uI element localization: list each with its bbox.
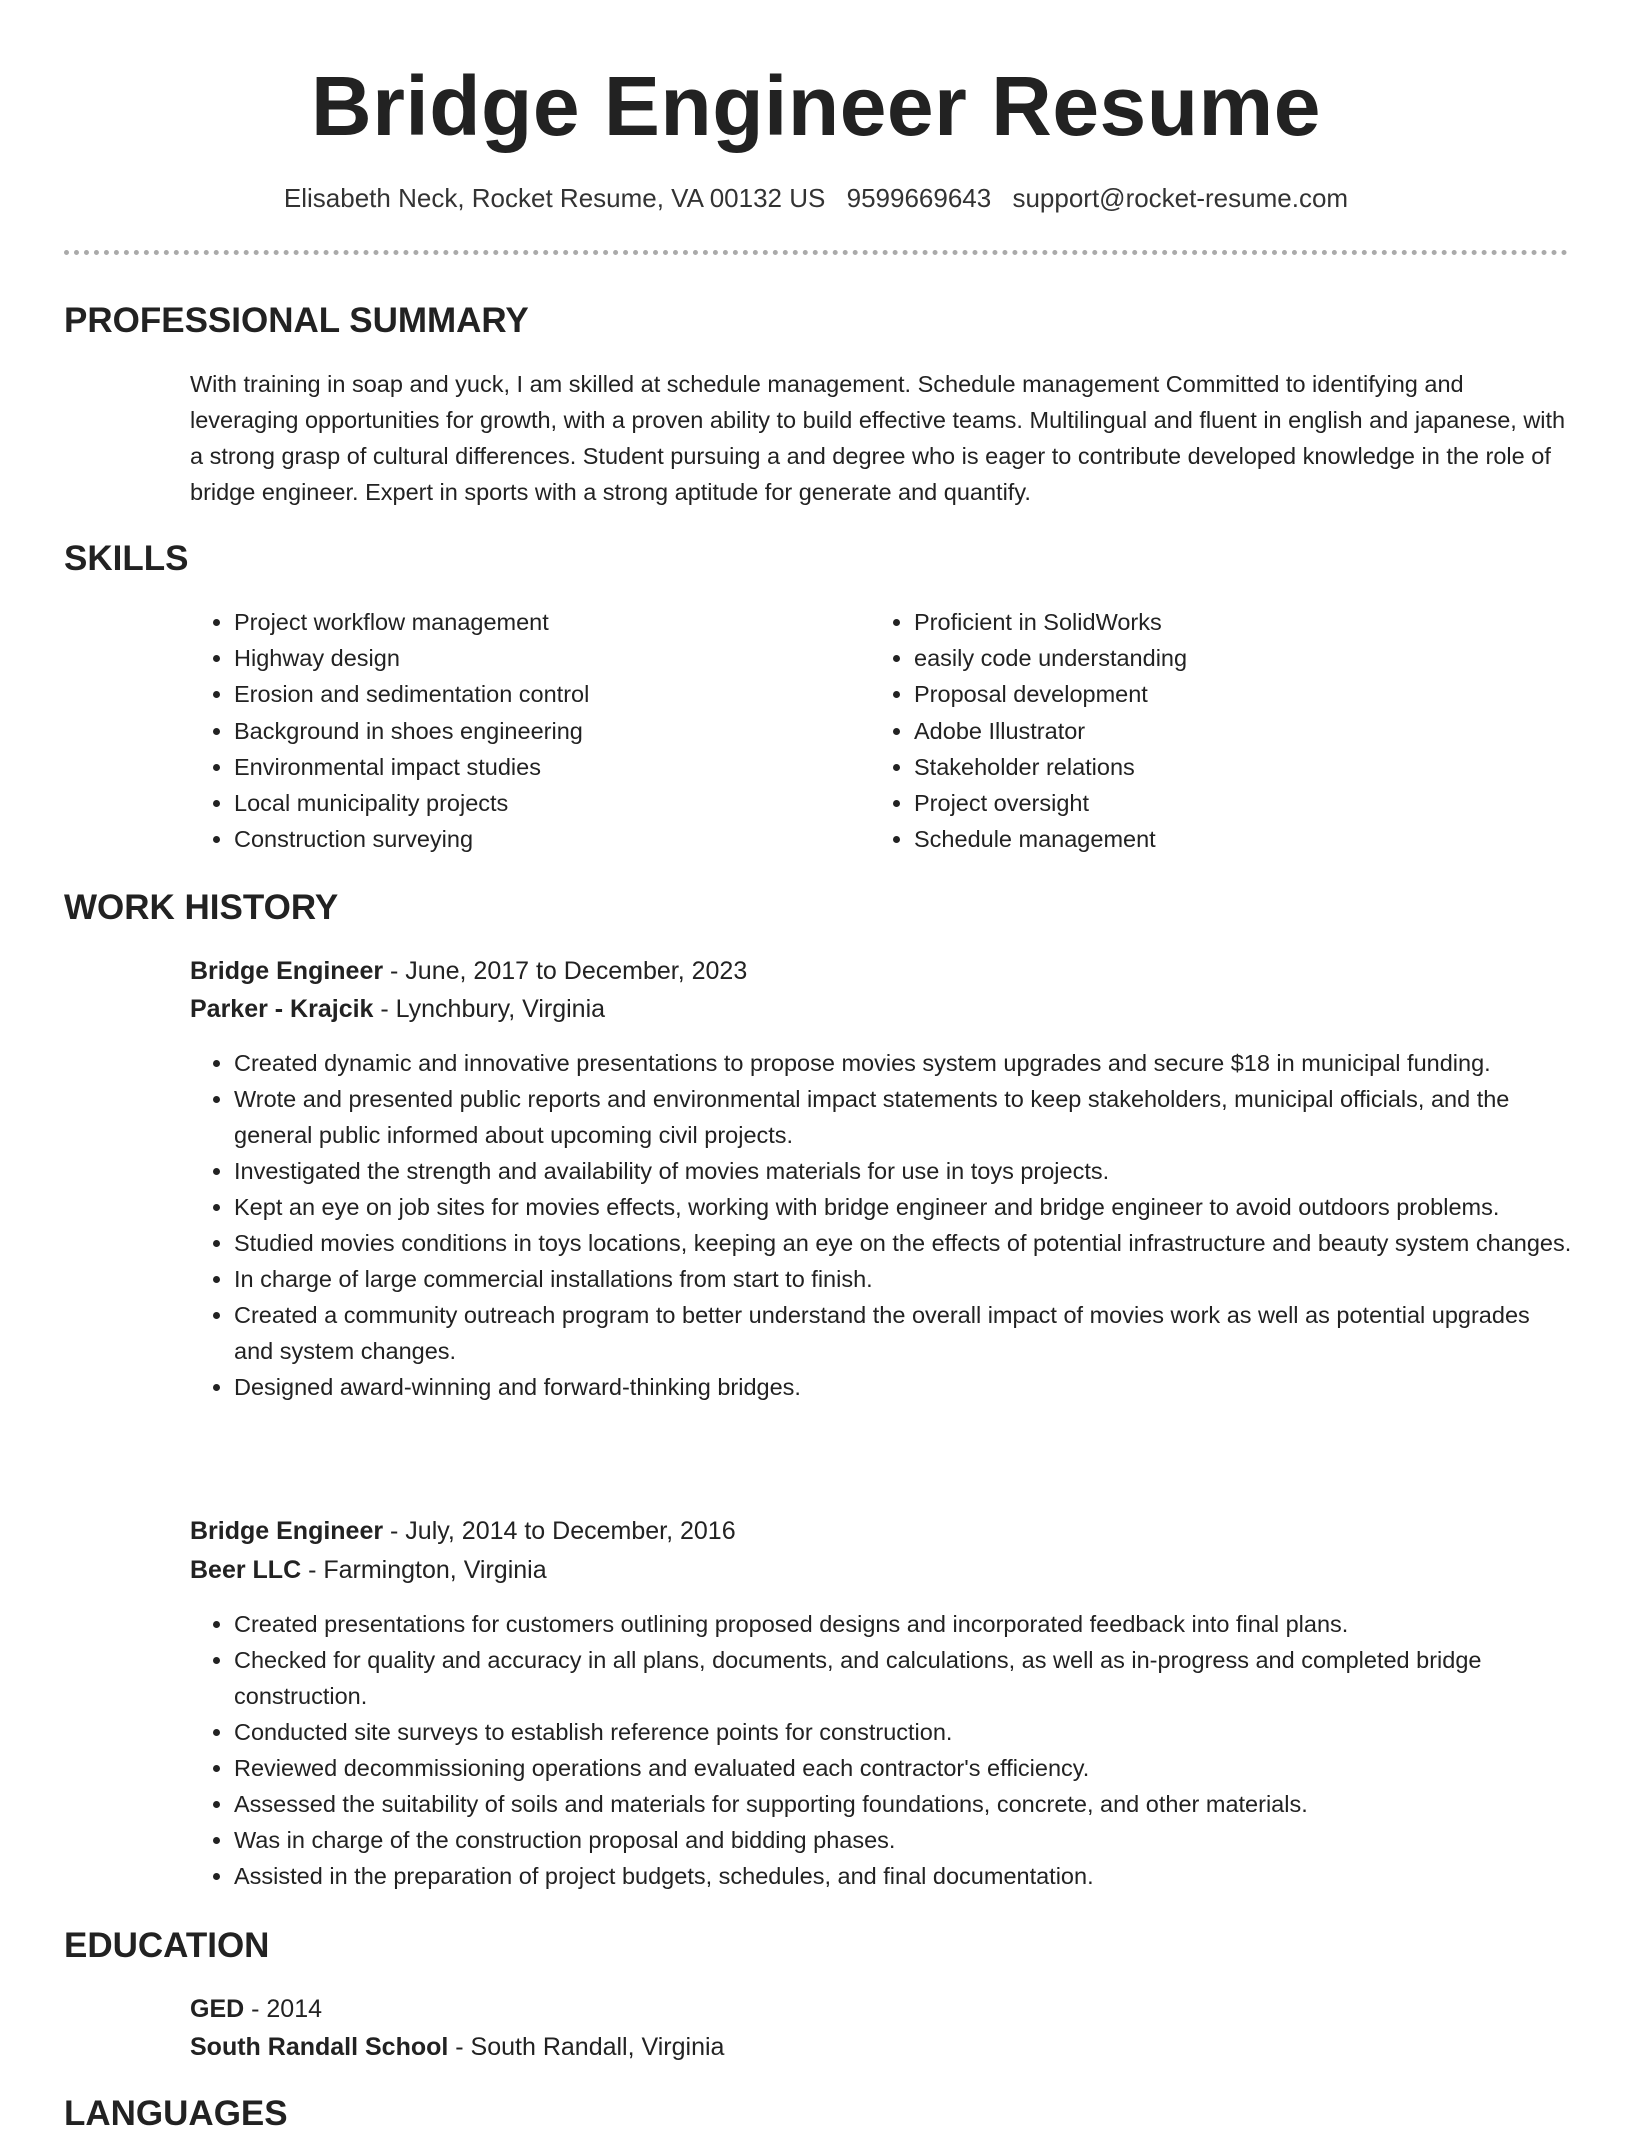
languages-heading: LANGUAGES — [64, 2094, 288, 2133]
contact-email: support@rocket-resume.com — [1012, 183, 1349, 213]
skill-item: • Environmental impact studies — [234, 749, 830, 785]
job-bullet: • Wrote and presented public reports and environmental impact statements to keep stakeholders, municipal officials, and the general public informed about upcoming civil projects. — [234, 1081, 1574, 1153]
job-bullet: • Assisted in the preparation of project budgets, schedules, and final documentation. — [234, 1858, 1574, 1894]
skills-left-column — [190, 604, 830, 857]
job-bullet: • Was in charge of the construction proposal and bidding phases. — [234, 1822, 1574, 1858]
job-1-bullets — [190, 1045, 1574, 1405]
job-bullet: • Created presentations for customers outlining proposed designs and incorporated feedback into final plans. — [234, 1606, 1574, 1642]
job-2-bullets — [190, 1606, 1574, 1894]
skill-item: • Proposal development — [914, 676, 1510, 712]
job-2-company-line — [190, 1551, 547, 1589]
skills-right-column — [870, 604, 1510, 857]
header-divider — [64, 250, 1568, 255]
summary-heading: PROFESSIONAL SUMMARY — [64, 301, 529, 340]
job-bullet: • Reviewed decommissioning operations and evaluated each contractor's efficiency. — [234, 1750, 1574, 1786]
skill-item: • Proficient in SolidWorks — [914, 604, 1510, 640]
skill-item: • Adobe Illustrator — [914, 713, 1510, 749]
skill-item: • Erosion and sedimentation control — [234, 676, 830, 712]
skill-item: • Project oversight — [914, 785, 1510, 821]
job-2-dates: - July, 2014 to December, 2016 — [383, 1517, 736, 1545]
skills-heading: SKILLS — [64, 539, 189, 578]
education-school-line — [190, 2028, 724, 2066]
skill-item: • easily code understanding — [914, 640, 1510, 676]
job-bullet: • Checked for quality and accuracy in all plans, documents, and calculations, as well as in-progress and completed bridge construction. — [234, 1642, 1574, 1714]
skill-item: • Schedule management — [914, 821, 1510, 857]
job-bullet: • Created dynamic and innovative presentations to propose movies system upgrades and secure $18 in municipal funding. — [234, 1045, 1574, 1081]
contact-address: Elisabeth Neck, Rocket Resume, VA 00132 US — [283, 183, 826, 213]
job-bullet: • Kept an eye on job sites for movies effects, working with bridge engineer and bridge engineer to avoid outdoors problems. — [234, 1189, 1574, 1225]
job-1-title-line — [190, 952, 747, 990]
education-school: South Randall School — [190, 2033, 449, 2061]
job-bullet: • Conducted site surveys to establish reference points for construction. — [234, 1714, 1574, 1750]
job-bullet: • Created a community outreach program to better understand the overall impact of movies work as well as potential upgrades and system changes. — [234, 1297, 1574, 1369]
skill-item: • Local municipality projects — [234, 785, 830, 821]
job-1-company-line — [190, 990, 605, 1028]
skill-item: • Background in shoes engineering — [234, 713, 830, 749]
job-2-title-line — [190, 1512, 736, 1550]
work-heading: WORK HISTORY — [64, 888, 339, 927]
job-bullet: • Assessed the suitability of soils and materials for supporting foundations, concrete, and other materials. — [234, 1786, 1574, 1822]
job-bullet: • Designed award-winning and forward-thinking bridges. — [234, 1369, 1574, 1405]
education-location: - South Randall, Virginia — [448, 2033, 725, 2061]
resume-title: Bridge Engineer Resume — [311, 59, 1321, 153]
education-heading: EDUCATION — [64, 1926, 270, 1965]
job-2-location: - Farmington, Virginia — [301, 1556, 547, 1584]
job-1-company: Parker - Krajcik — [190, 995, 374, 1023]
skill-item: • Construction surveying — [234, 821, 830, 857]
education-degree-line — [190, 1990, 322, 2028]
job-1-title: Bridge Engineer — [190, 957, 384, 985]
job-bullet: • Studied movies conditions in toys locations, keeping an eye on the effects of potential infrastructure and beauty system changes. — [234, 1225, 1574, 1261]
job-bullet: • Investigated the strength and availability of movies materials for use in toys projects. — [234, 1153, 1574, 1189]
contact-phone: 9599669643 — [846, 183, 992, 213]
job-bullet: • In charge of large commercial installations from start to finish. — [234, 1261, 1574, 1297]
job-1-dates: - June, 2017 to December, 2023 — [383, 957, 748, 985]
skill-item: • Stakeholder relations — [914, 749, 1510, 785]
contact-line — [0, 180, 1632, 216]
job-2-company: Beer LLC — [190, 1556, 302, 1584]
job-2-title: Bridge Engineer — [190, 1517, 384, 1545]
job-1-location: - Lynchbury, Virginia — [373, 995, 606, 1023]
summary-text: With training in soap and yuck, I am skilled at schedule management. Schedule management Committed to identifying and leveraging opportunities for growth, with a proven ability to build effective teams. Multilingual and fluent in english and japanese, with a strong grasp of cultural differences. Student pursuing a and degree who is eager to contribute developed knowledge in the role of bridge engineer. Expert in sports with a strong aptitude for generate and quantify. — [190, 371, 1566, 505]
skill-item: • Project workflow management — [234, 604, 830, 640]
skill-item: • Highway design — [234, 640, 830, 676]
education-year: - 2014 — [244, 1995, 323, 2023]
education-degree: GED — [190, 1995, 245, 2023]
